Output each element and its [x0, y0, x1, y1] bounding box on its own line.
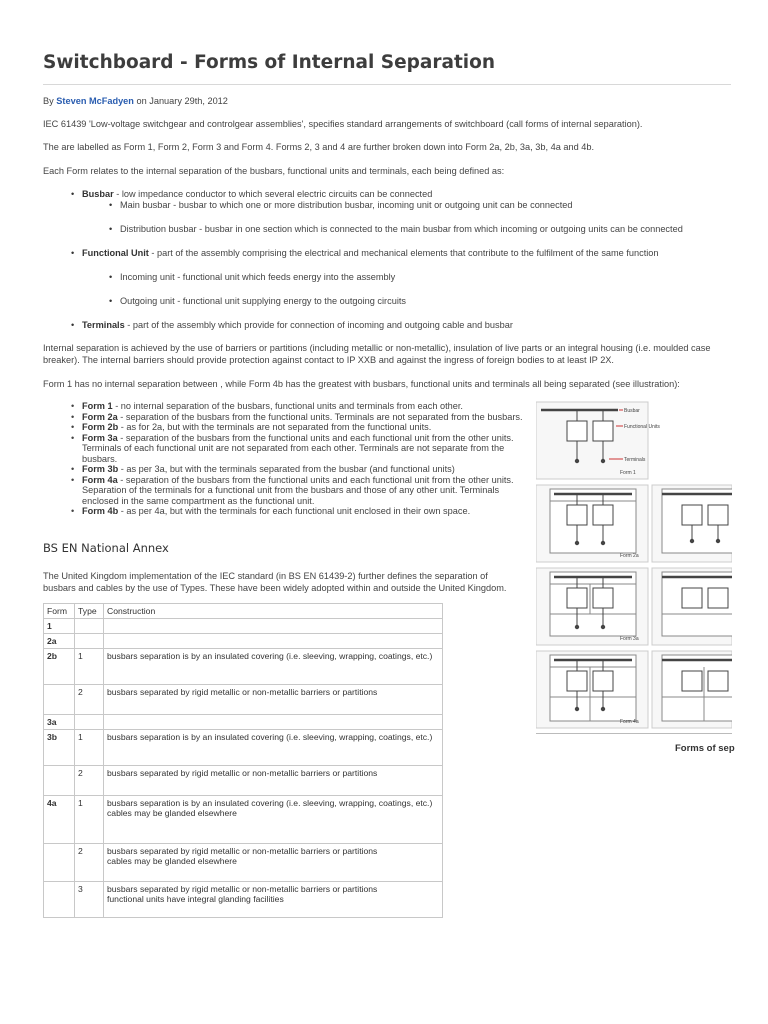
- form-item: [82, 506, 532, 517]
- label-busbar: Busbar: [624, 408, 640, 414]
- intro-paragraph-1: IEC 61439 'Low-voltage switchgear and controlgear assemblies', specifies standard arrangements of switchboard (call forms of internal separation).: [43, 119, 643, 129]
- form-item: [82, 422, 532, 433]
- cell-construction: [104, 796, 443, 844]
- definition-incoming-unit: • Incoming unit - functional unit which feeds energy into the assembly: [120, 271, 395, 283]
- cell-type: 2: [75, 766, 104, 796]
- form-name: Form 4a: [82, 474, 118, 485]
- form-text: - separation of the busbars from the functional units and each functional unit from the other units. Separation of the terminals for a functional unit from the busbars and those of any other unit. Terminals enclosed in the same compartment as the functional unit.: [82, 474, 514, 506]
- form1-paragraph: Form 1 has no internal separation between , while Form 4b has the greatest with busbars, functional units and terminals all being separated (see illustration):: [43, 379, 680, 389]
- page-title: Switchboard - Forms of Internal Separation: [43, 52, 496, 73]
- form-item: [82, 412, 532, 423]
- cell-form: 2a: [44, 634, 75, 649]
- header-form: Form: [44, 604, 75, 619]
- byline-date: on January 29th, 2012: [136, 96, 228, 106]
- cell-type: [75, 634, 104, 649]
- table-row: [44, 766, 443, 796]
- form-text: - separation of the busbars from the functional units. Terminals are not separated from the busbars.: [117, 411, 523, 422]
- forms-diagram: [536, 401, 732, 731]
- intro-paragraph-3: Each Form relates to the internal separation of the busbars, functional units and terminals, each being defined as:: [43, 166, 505, 176]
- forms-illustration: [536, 401, 732, 731]
- cell-type: 2: [75, 685, 104, 715]
- cell-type: 2: [75, 844, 104, 882]
- table-row: [44, 882, 443, 918]
- definition-main-busbar: • Main busbar - busbar to which one or more distribution busbar, incoming unit or outgoing unit can be connected: [120, 199, 573, 211]
- illustration-caption: Forms of sep: [675, 743, 735, 754]
- byline-by: By: [43, 96, 54, 106]
- form-item: [82, 401, 532, 412]
- form-text: - as for 2a, but with the terminals are not separated from the functional units.: [118, 422, 432, 432]
- caption-form4a: Form 4a: [620, 719, 639, 725]
- cell-form: 3a: [44, 715, 75, 730]
- form-item: [82, 433, 532, 465]
- table-row: [44, 649, 443, 685]
- illustration-rule: [536, 733, 732, 734]
- definition-term: Busbar: [82, 189, 114, 199]
- definition-functional-unit: [82, 247, 659, 259]
- construction-line: busbars separated by rigid metallic or non-metallic barriers or partitions: [107, 846, 378, 856]
- cell-construction: [104, 634, 443, 649]
- byline: [43, 95, 228, 107]
- annex-heading: BS EN National Annex: [43, 541, 169, 555]
- form-text: - no internal separation of the busbars, functional units and terminals from each other.: [112, 401, 463, 411]
- cell-form: [44, 766, 75, 796]
- cell-construction: [104, 619, 443, 634]
- header-construction: Construction: [104, 604, 443, 619]
- cell-construction: [104, 715, 443, 730]
- caption-form3a: Form 3a: [620, 636, 639, 642]
- construction-line: busbars separation is by an insulated covering (i.e. sleeving, wrapping, coatings, etc.): [107, 798, 433, 808]
- caption-form2a: Form 2a: [620, 553, 639, 559]
- definition-term: Functional Unit: [82, 248, 149, 258]
- header-type: Type: [75, 604, 104, 619]
- form-text: - as per 3a, but with the terminals separated from the busbar (and functional units): [118, 464, 455, 474]
- table-row: [44, 619, 443, 634]
- definition-text: - part of the assembly comprising the electrical and mechanical elements that contribute to the fulfilment of the same function: [148, 248, 659, 258]
- form-name: Form 4b: [82, 506, 119, 516]
- label-functional-units: Functional Units: [624, 424, 660, 430]
- construction-line: busbars separated by rigid metallic or non-metallic barriers or partitions: [107, 884, 378, 894]
- table-row: [44, 685, 443, 715]
- cell-construction: [104, 882, 443, 918]
- cell-type: 3: [75, 882, 104, 918]
- annex-paragraph: The United Kingdom implementation of the IEC standard (in BS EN 61439-2) further defines the separation of busbars and cables by the use of Types. These have been widely adopted within and outside the United Kingdom.: [43, 571, 507, 593]
- title-divider: [43, 84, 731, 85]
- definition-outgoing-unit: • Outgoing unit - functional unit supplying energy to the outgoing circuits: [120, 295, 406, 307]
- form-item: [82, 475, 532, 507]
- construction-line: cables may be glanded elsewhere: [107, 856, 237, 866]
- cell-construction: [104, 844, 443, 882]
- construction-line: functional units have integral glanding facilities: [107, 894, 284, 904]
- definition-text: - part of the assembly which provide for connection of incoming and outgoing cable and busbar: [124, 320, 513, 330]
- cell-type: 1: [75, 730, 104, 766]
- table-header-row: [44, 604, 443, 619]
- form-name: Form 3b: [82, 464, 119, 474]
- intro-paragraph-2: The are labelled as Form 1, Form 2, Form 3 and Form 4. Forms 2, 3 and 4 are further broken down into Form 2a, 2b, 3a, 3b, 4a and 4b.: [43, 142, 595, 152]
- cell-form: [44, 844, 75, 882]
- separation-paragraph: Internal separation is achieved by the use of barriers or partitions (including metallic or non-metallic), insulation of live parts or an integral housing (i.e. moulded case breaker). The internal barriers should provide protection against contact to IP XXB and against the ingress of foreign bodies to at least IP 2X.: [43, 343, 711, 365]
- form-name: Form 2a: [82, 411, 118, 422]
- form-name: Form 3a: [82, 432, 118, 443]
- form-name: Form 1: [82, 401, 113, 411]
- form-text: - as per 4a, but with the terminals for each functional unit enclosed in their own space.: [118, 506, 471, 516]
- functional-unit-box: [567, 421, 587, 441]
- definition-distribution-busbar: • Distribution busbar - busbar in one section which is connected to the main busbar from which incoming or outgoing units can be connected: [120, 223, 683, 235]
- form-text: - separation of the busbars from the functional units and each functional unit from the other units. Terminals of each functional unit are not separated from each other. Terminals are not separate from the busbars.: [82, 432, 514, 464]
- cell-type: 1: [75, 649, 104, 685]
- form-item: [82, 464, 532, 475]
- table-row: [44, 634, 443, 649]
- functional-unit-box: [593, 421, 613, 441]
- definition-text: - low impedance conductor to which several electric circuits can be connected: [113, 189, 433, 199]
- cell-type: [75, 715, 104, 730]
- construction-line: cables may be glanded elsewhere: [107, 808, 237, 818]
- forms-list: [82, 401, 532, 517]
- table-row: [44, 730, 443, 766]
- cell-construction: busbars separation is by an insulated covering (i.e. sleeving, wrapping, coatings, etc.): [104, 649, 443, 685]
- definition-term: Terminals: [82, 320, 125, 330]
- cell-form: [44, 685, 75, 715]
- cell-construction: busbars separated by rigid metallic or non-metallic barriers or partitions: [104, 766, 443, 796]
- cell-form: 2b: [44, 649, 75, 685]
- author-link[interactable]: Steven McFadyen: [56, 96, 134, 106]
- cell-form: 1: [44, 619, 75, 634]
- cell-form: 4a: [44, 796, 75, 844]
- cell-construction: busbars separation is by an insulated covering (i.e. sleeving, wrapping, coatings, etc.): [104, 730, 443, 766]
- cell-construction: busbars separated by rigid metallic or non-metallic barriers or partitions: [104, 685, 443, 715]
- caption-form1: Form 1: [620, 470, 636, 476]
- table-row: [44, 715, 443, 730]
- definition-terminals: [82, 319, 513, 331]
- cell-type: [75, 619, 104, 634]
- table-row: [44, 844, 443, 882]
- table-row: [44, 796, 443, 844]
- form-name: Form 2b: [82, 422, 119, 432]
- cell-form: 3b: [44, 730, 75, 766]
- label-terminals: Terminals: [624, 457, 646, 463]
- cell-type: 1: [75, 796, 104, 844]
- types-table: [43, 603, 443, 918]
- cell-form: [44, 882, 75, 918]
